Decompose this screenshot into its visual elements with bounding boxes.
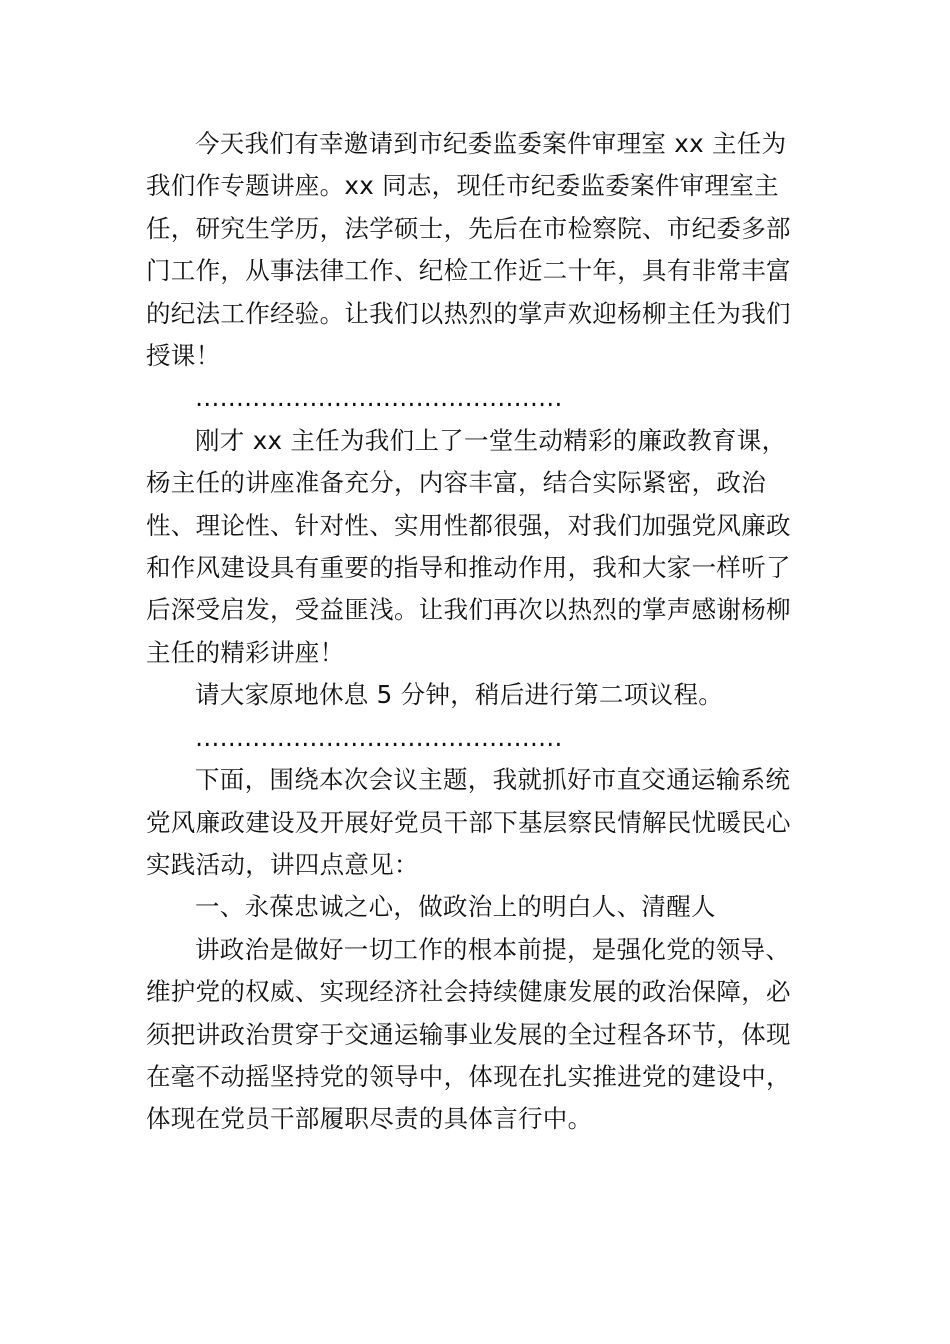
section-heading: 一、永葆忠诚之心，做政治上的明白人、清醒人 [195, 892, 716, 922]
ellipsis-separator: ……………………………………… [195, 383, 563, 413]
paragraph-introduction: 今天我们有幸邀请到市纪委监委案件审理室 xx 主任为我们作专题讲座。xx 同志，现任市纪委监委案件审理室主任，研究生学历，法学硕士，先后在市检察院、市纪委多部门工作，从事法律工作、纪检工作近二十年，具有非常丰富的纪法工作经验。让我们以热烈的掌声欢迎杨柳主任为我们授课！ [146, 129, 791, 371]
paragraph-agenda-intro: 下面，围绕本次会议主题，我就抓好市直交通运输系统党风廉政建设及开展好党员干部下基层察民情解民忧暖民心实践活动，讲四点意见： [146, 765, 791, 879]
document-body [146, 123, 806, 1141]
ellipsis-separator: ……………………………………… [195, 722, 563, 752]
paragraph-thanks: 刚才 xx 主任为我们上了一堂生动精彩的廉政教育课，杨主任的讲座准备充分，内容丰富，结合实际紧密，政治性、理论性、针对性、实用性都很强，对我们加强党风廉政和作风建设具有重要的指导和推动作用，我和大家一样听了后深受启发，受益匪浅。让我们再次以热烈的掌声感谢杨柳主任的精彩讲座！ [146, 425, 791, 667]
paragraph-break-notice: 请大家原地休息 5 分钟，稍后进行第二项议程。 [195, 680, 724, 710]
paragraph-politics: 讲政治是做好一切工作的根本前提，是强化党的领导、维护党的权威、实现经济社会持续健康发展的政治保障，必须把讲政治贯穿于交通运输事业发展的全过程各环节，体现在毫不动摇坚持党的领导中，体现在扎实推进党的建设中，体现在党员干部履职尽责的具体言行中。 [146, 934, 791, 1134]
